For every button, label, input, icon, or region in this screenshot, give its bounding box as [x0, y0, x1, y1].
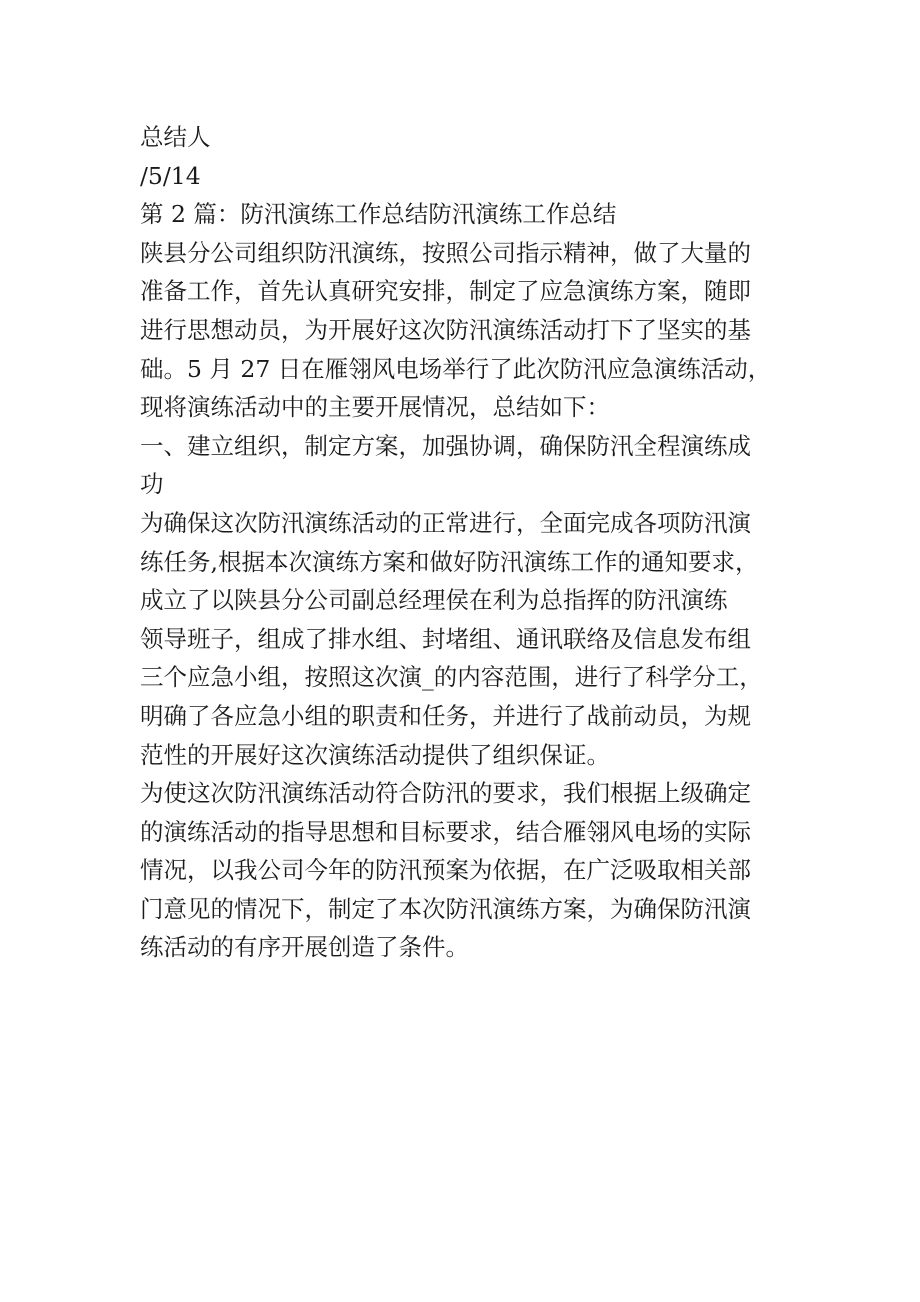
paragraph-line: 础。5 月 27 日在雁翎风电场举行了此次防汛应急演练活动， [140, 354, 772, 383]
paragraph-line: 的演练活动的指导思想和目标要求，结合雁翎风电场的实际 [140, 817, 751, 846]
paragraph-line: 三个应急小组，按照这次演_的内容范围，进行了科学分工， [140, 663, 763, 692]
paragraph-line: 陕县分公司组织防汛演练，按照公司指示精神，做了大量的 [140, 238, 751, 267]
paragraph-line: 领导班子，组成了排水组、封堵组、通讯联络及信息发布组 [140, 624, 751, 653]
signer-label: 总结人 [140, 123, 211, 151]
paragraph-plan [140, 774, 800, 967]
section-heading: 第 2 篇：防汛演练工作总结防汛演练工作总结 [140, 200, 617, 229]
paragraph-organization [140, 504, 800, 774]
paragraph-intro [140, 234, 800, 427]
paragraph-line: 现将演练活动中的主要开展情况，总结如下： [140, 393, 610, 422]
paragraph-line: 成立了以陕县分公司副总经理侯在利为总指挥的防汛演练 [140, 586, 728, 615]
paragraph-line: 情况，以我公司今年的防汛预案为依据，在广泛吸取相关部 [140, 856, 751, 885]
paragraph-line: 准备工作，首先认真研究安排，制定了应急演练方案，随即 [140, 277, 751, 306]
paragraph-line: 练活动的有序开展创造了条件。 [140, 933, 469, 962]
paragraph-line: 明确了各应急小组的职责和任务，并进行了战前动员，为规 [140, 701, 751, 730]
paragraph-line: 进行思想动员，为开展好这次防汛演练活动打下了坚实的基 [140, 315, 751, 344]
paragraph-line: 练任务,根据本次演练方案和做好防汛演练工作的通知要求， [140, 547, 759, 576]
subsection-title-line: 一、建立组织，制定方案，加强协调，确保防汛全程演练成 [140, 431, 751, 460]
date-text: /5/14 [140, 161, 201, 190]
subsection-title-line: 功 [140, 470, 164, 499]
paragraph-line: 为使这次防汛演练活动符合防汛的要求，我们根据上级确定 [140, 779, 751, 808]
paragraph-line: 范性的开展好这次演练活动提供了组织保证。 [140, 740, 610, 769]
paragraph-line: 门意见的情况下，制定了本次防汛演练方案，为确保防汛演 [140, 894, 751, 923]
document-body [140, 118, 800, 967]
paragraph-line: 为确保这次防汛演练活动的正常进行，全面完成各项防汛演 [140, 508, 751, 537]
subsection-title [140, 427, 800, 504]
